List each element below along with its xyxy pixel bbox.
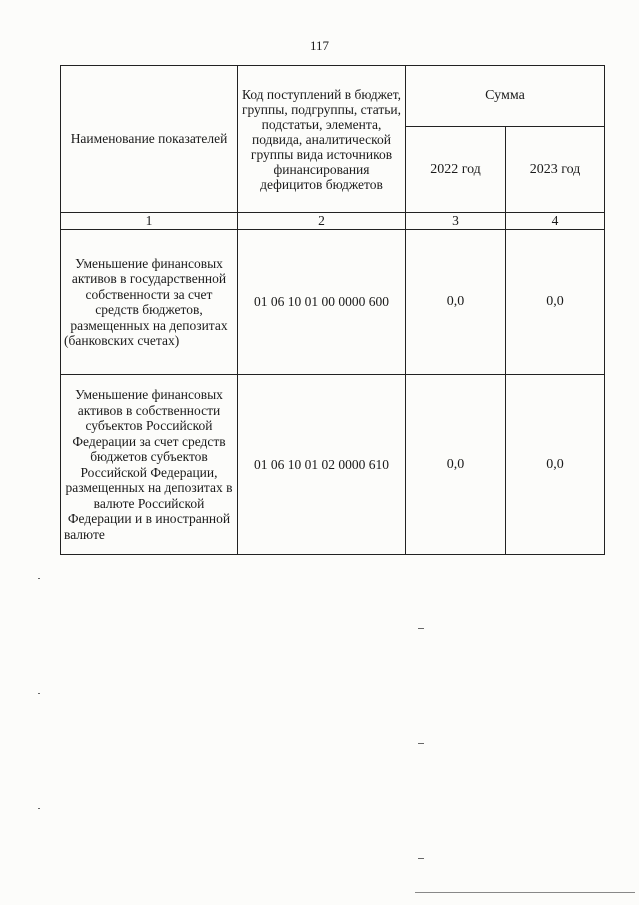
row-name: Уменьшение финансовых активов в собственности субъектов Российской Федерации за счет средств бюджетов субъектов Российской Федерации, размещенных на депозитах в валюте Российской Федерации и в иностранной валюте bbox=[61, 375, 238, 555]
header-code: Код поступлений в бюджет, группы, подгруппы, статьи, подстатьи, элемента, подвида, аналитической группы вида источников финансирования дефицитов бюджетов bbox=[238, 66, 406, 213]
scan-artifact bbox=[38, 578, 40, 579]
header-year-2022: 2022 год bbox=[406, 127, 506, 213]
row-name: Уменьшение финансовых активов в государственной собственности за счет средств бюджетов, размещенных на депозитах (банковских счетах) bbox=[61, 230, 238, 375]
scan-artifact bbox=[418, 743, 424, 744]
page-edge-line bbox=[415, 892, 635, 893]
column-numbers-row bbox=[61, 213, 605, 230]
page-number: 117 bbox=[309, 38, 330, 53]
header-sum: Сумма bbox=[406, 66, 605, 127]
scan-artifact bbox=[418, 628, 424, 629]
column-number: 2 bbox=[238, 213, 406, 230]
scan-artifact bbox=[38, 808, 40, 809]
row-code: 01 06 10 01 02 0000 610 bbox=[238, 375, 406, 555]
table-row bbox=[61, 230, 605, 375]
row-value-2022: 0,0 bbox=[406, 375, 506, 555]
row-value-2022: 0,0 bbox=[406, 230, 506, 375]
row-value-2023: 0,0 bbox=[506, 375, 605, 555]
column-number: 1 bbox=[61, 213, 238, 230]
column-number: 4 bbox=[506, 213, 605, 230]
scan-artifact bbox=[418, 858, 424, 859]
table-row bbox=[61, 375, 605, 555]
scan-artifact bbox=[38, 693, 40, 694]
header-name: Наименование показателей bbox=[61, 66, 238, 213]
header-year-2023: 2023 год bbox=[506, 127, 605, 213]
row-code: 01 06 10 01 00 0000 600 bbox=[238, 230, 406, 375]
row-value-2023: 0,0 bbox=[506, 230, 605, 375]
budget-sources-table bbox=[60, 65, 605, 555]
column-number: 3 bbox=[406, 213, 506, 230]
